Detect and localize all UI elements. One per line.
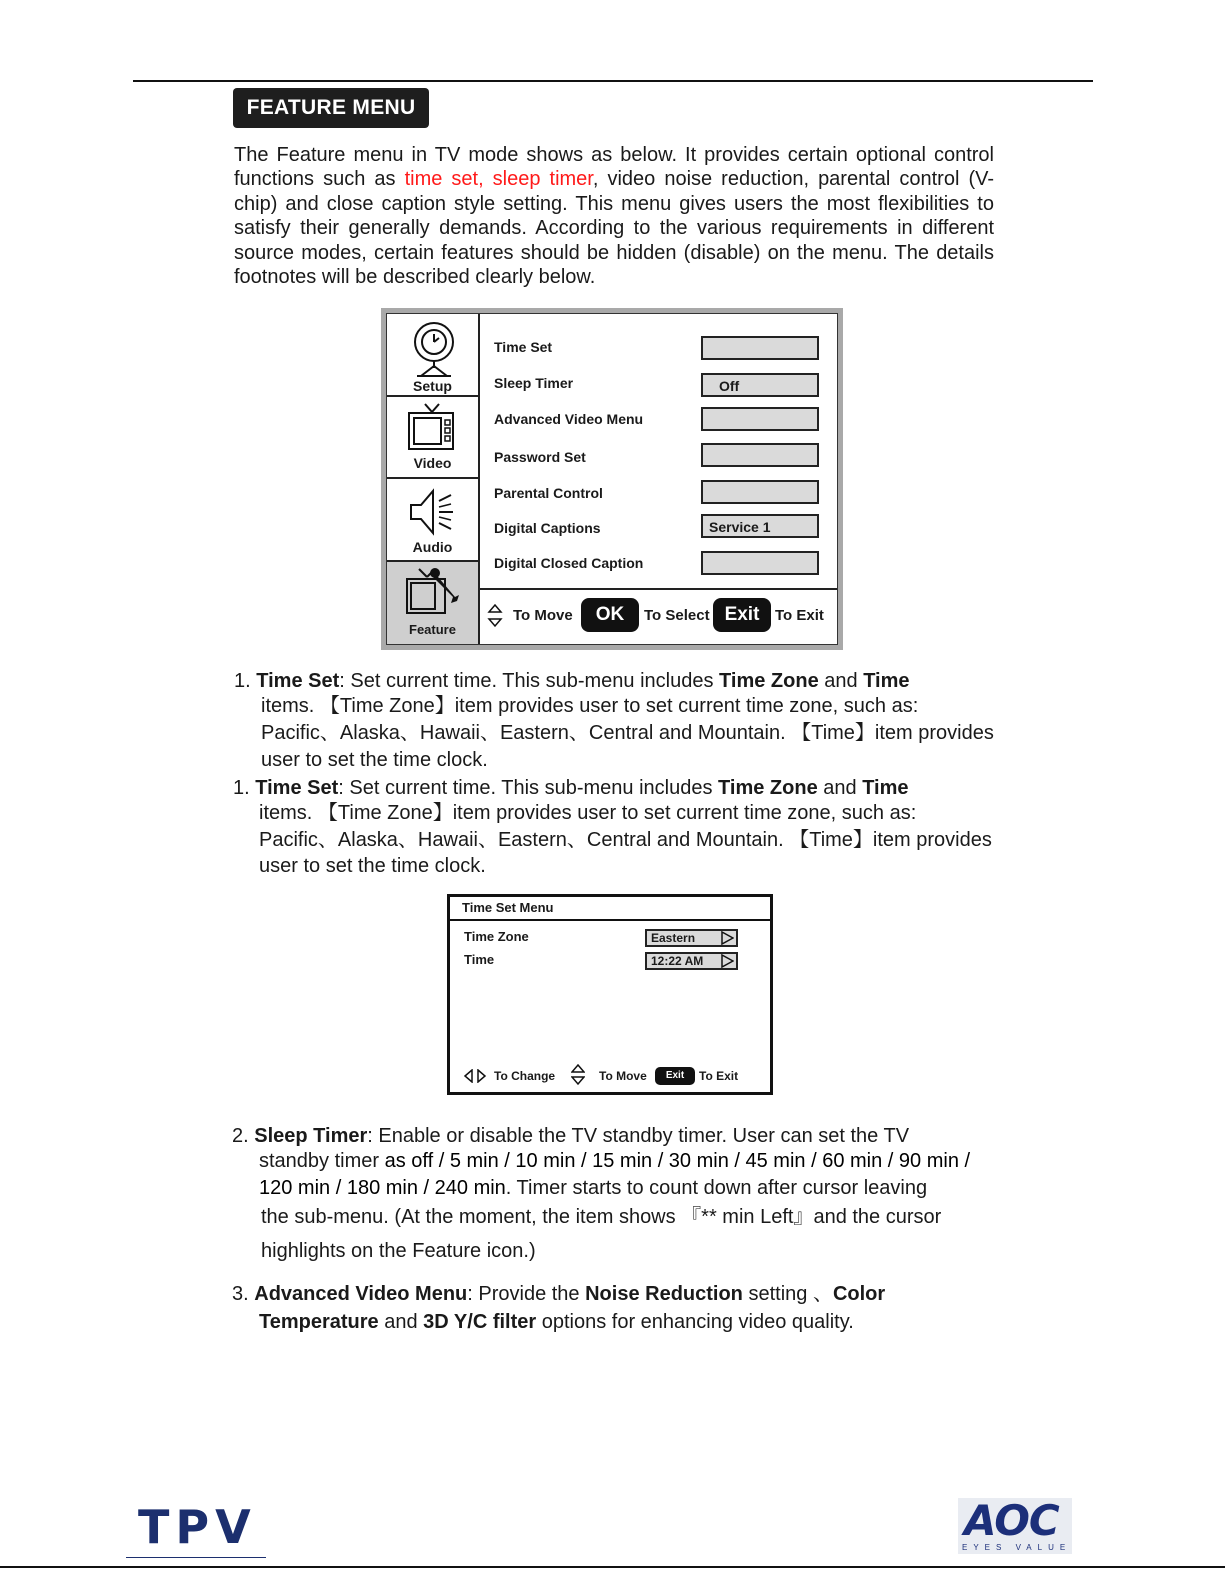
item-text: : Enable or disable the TV standby timer. User can set the TV — [367, 1125, 910, 1147]
aoc-tagline: EYES VALUE — [962, 1543, 1072, 1552]
item-number: 1. — [234, 670, 251, 692]
aoc-logo — [958, 1498, 1072, 1554]
intro-text-2: , video noise reduction, parental control (V-chip) and close caption style setting. This menu gives users the most flexibilities to satisfy their generally demands. According to the various requirements in different source modes, certain features should be hidden (disable) on the menu. The details footnotes will be described clearly below. — [234, 168, 995, 289]
item-text: 120 min / 180 min / 240 min — [259, 1177, 506, 1199]
item-text: standby timer — [259, 1150, 385, 1172]
item-title: Sleep Timer — [254, 1125, 368, 1147]
arrow-right-icon — [720, 931, 734, 945]
sleep-timer-button[interactable] — [701, 373, 819, 397]
tv-icon — [407, 402, 457, 454]
exit-button[interactable]: Exit — [713, 598, 771, 632]
menu-item-advanced-video[interactable]: Advanced Video Menu — [494, 411, 644, 427]
tab-setup[interactable] — [387, 314, 478, 397]
menu-item-digital-closed-caption[interactable]: Digital Closed Caption — [494, 555, 644, 571]
intro-paragraph — [234, 143, 994, 289]
tab-setup-label: Setup — [413, 378, 452, 394]
digital-captions-value: Service 1 — [709, 519, 771, 535]
item-number: 1. — [233, 777, 250, 799]
item-title: Time Set — [255, 777, 339, 799]
item-text: and — [818, 670, 864, 692]
list-item-sleep-timer — [232, 1123, 992, 1150]
item-line: the sub-menu. (At the moment, the item shows 『** min Left』and the cursor — [261, 1206, 942, 1228]
intro-highlight: time set, sleep timer — [404, 168, 593, 191]
sleep-timer-value: Off — [719, 378, 740, 394]
left-right-arrows-icon — [464, 1069, 488, 1083]
tab-video-label: Video — [413, 455, 452, 471]
time-set-button[interactable] — [701, 336, 819, 360]
item-line: user to set the time clock. — [259, 855, 486, 877]
ok-button[interactable]: OK — [581, 598, 639, 632]
setup-icon — [409, 320, 459, 378]
ts-footer-move: To Move — [599, 1069, 647, 1083]
item-number: 3. — [232, 1283, 249, 1305]
item-bold: Color — [832, 1283, 886, 1305]
time-zone-value: Eastern — [651, 931, 696, 945]
tab-audio[interactable] — [387, 479, 478, 562]
advanced-video-button[interactable] — [701, 407, 819, 431]
section-title: FEATURE MENU — [233, 88, 429, 128]
list-item-time-set-repeat — [233, 775, 993, 802]
menu-item-parental-control[interactable]: Parental Control — [494, 485, 603, 501]
item-line: items. 【Time Zone】item provides user to set current time zone, such as: — [261, 695, 919, 717]
item-text: as off / 5 min / 10 min / 15 min / 30 min / 45 min / 60 min / 90 min / — [384, 1150, 971, 1172]
time-set-menu-title: Time Set Menu — [462, 900, 554, 915]
list-item-time-set — [234, 668, 994, 695]
menu-item-password-set[interactable]: Password Set — [494, 449, 586, 465]
item-bold: Noise Reduction — [585, 1283, 743, 1305]
parental-control-button[interactable] — [701, 480, 819, 504]
time-set-menu-figure — [447, 894, 773, 1095]
item-bold: Time — [862, 777, 909, 799]
item-number: 2. — [232, 1125, 249, 1147]
time-zone-label: Time Zone — [464, 929, 529, 944]
arrow-right-icon — [720, 954, 734, 968]
tab-audio-label: Audio — [412, 539, 453, 555]
item-line: Pacific、Alaska、Hawaii、Eastern、Central and Mountain. 【Time】item provides — [261, 722, 994, 744]
tab-video[interactable] — [387, 397, 478, 479]
digital-closed-caption-button[interactable] — [701, 551, 819, 575]
item-text: : Provide the — [467, 1283, 586, 1305]
top-rule — [133, 80, 1093, 82]
tab-feature[interactable] — [387, 562, 478, 644]
footer-exit-label: To Exit — [775, 607, 824, 624]
time-value: 12:22 AM — [651, 954, 704, 968]
item-text: and — [378, 1311, 424, 1333]
ts-exit-button[interactable]: Exit — [655, 1067, 695, 1085]
tpv-logo: TPV — [138, 1500, 257, 1554]
password-set-button[interactable] — [701, 443, 819, 467]
item-bold: Time — [863, 670, 910, 692]
item-text: setting 、 — [742, 1283, 833, 1305]
aoc-logo-text: AOC — [964, 1496, 1059, 1545]
item-line — [259, 1175, 992, 1202]
footer-move-label: To Move — [513, 607, 573, 624]
ts-footer-change: To Change — [494, 1069, 556, 1083]
item-text: : Set current time. This sub-menu includes — [339, 670, 720, 692]
menu-item-sleep-timer[interactable]: Sleep Timer — [494, 375, 574, 391]
time-label: Time — [464, 952, 495, 967]
feature-menu-footer — [478, 588, 837, 644]
time-button[interactable] — [645, 952, 738, 970]
feature-menu-sidebar — [387, 314, 480, 644]
item-line: highlights on the Feature icon.) — [261, 1240, 536, 1262]
feature-tools-icon — [405, 567, 461, 619]
time-set-menu-header — [450, 897, 770, 921]
menu-item-time-set[interactable]: Time Set — [494, 339, 553, 355]
item-line: Pacific、Alaska、Hawaii、Eastern、Central and Mountain. 【Time】item provides — [259, 829, 992, 851]
menu-item-digital-captions[interactable]: Digital Captions — [494, 520, 601, 536]
tpv-underline — [126, 1557, 266, 1558]
item-bold: Temperature — [259, 1311, 379, 1333]
up-down-arrows-icon — [571, 1064, 585, 1086]
item-bold: Time Zone — [718, 777, 818, 799]
item-text: : Set current time. This sub-menu includes — [338, 777, 719, 799]
intro-text-1: The Feature menu in TV mode shows as below. It provides certain optional control functions such as — [234, 144, 994, 191]
digital-captions-button[interactable] — [701, 514, 819, 538]
speaker-icon — [407, 487, 457, 539]
tab-feature-label: Feature — [409, 622, 456, 637]
item-line: user to set the time clock. — [261, 749, 488, 771]
item-bold: 3D Y/C filter — [423, 1311, 537, 1333]
item-line — [259, 1309, 992, 1336]
up-down-arrows-icon — [487, 604, 503, 628]
feature-menu-figure — [381, 308, 843, 650]
item-line: items. 【Time Zone】item provides user to set current time zone, such as: — [259, 802, 917, 824]
footer-select-label: To Select — [644, 607, 710, 624]
bottom-rule — [0, 1566, 1225, 1568]
item-text: and — [817, 777, 863, 799]
item-title: Time Set — [256, 670, 340, 692]
item-bold: Time Zone — [719, 670, 819, 692]
item-text: options for enhancing video quality. — [536, 1311, 854, 1333]
time-zone-button[interactable] — [645, 929, 738, 947]
list-item-advanced-video — [232, 1281, 992, 1308]
item-title: Advanced Video Menu — [254, 1283, 468, 1305]
item-text: . Timer starts to count down after cursor leaving — [505, 1177, 928, 1199]
item-line — [259, 1148, 1004, 1175]
ts-footer-exit: To Exit — [699, 1069, 739, 1083]
